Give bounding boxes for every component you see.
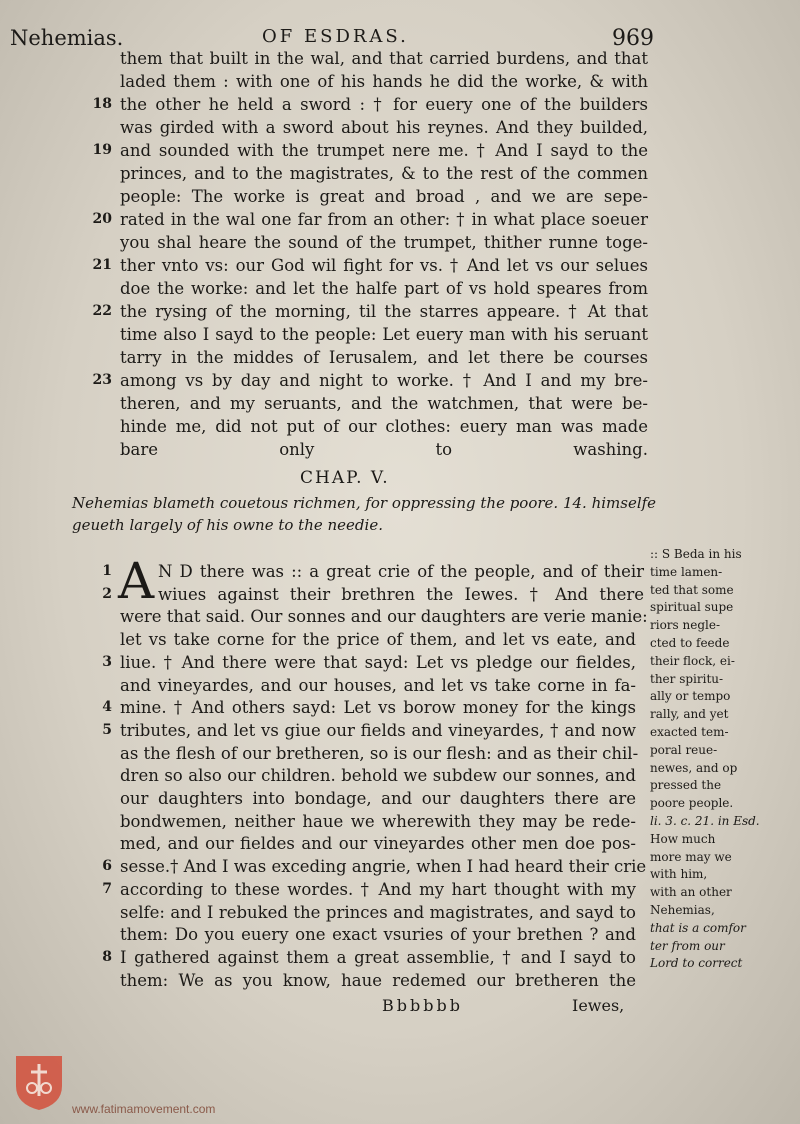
running-title-mid: OF ESDRAS. — [262, 26, 409, 47]
text-line: time also I sayd to the people: Let euery man with his seruant — [120, 325, 648, 344]
verse-number: 2 — [102, 585, 112, 602]
margin-note-line: rally, and yet — [650, 707, 729, 722]
verse-number: 20 — [92, 211, 112, 227]
margin-note-line: newes, and op — [650, 760, 738, 775]
text-line: people: The worke is great and broad , and we are sepe- — [120, 187, 648, 206]
text-line: sesse.† And I was exceding angrie, when I had heard their crie — [120, 857, 647, 877]
margin-note-line: time lamen- — [650, 564, 723, 579]
text-line: were that said. Our sonnes and our daughters are verie manie: — [120, 607, 648, 627]
margin-note-line: poore people. — [650, 796, 734, 811]
verse-number: 22 — [92, 303, 112, 319]
verse-number: 4 — [102, 699, 112, 716]
text-line: the other he held a sword : † for euery one of the builders — [120, 95, 648, 114]
margin-note-line: Lord to correct — [650, 956, 743, 971]
margin-note-line: ther spiritu- — [650, 671, 724, 686]
text-line: and vineyardes, and our houses, and let vs take corne in fa- — [120, 675, 636, 695]
margin-note-line: with an other — [650, 885, 732, 900]
text-line: I gathered against them a great assemblie, † and I sayd to — [120, 947, 636, 967]
margin-note-line: ter from our — [650, 938, 725, 953]
verse-number: 6 — [102, 858, 112, 875]
margin-note-line: Nehemias, — [650, 903, 715, 917]
text-line: among vs by day and night to worke. † And I and my bre- — [120, 371, 648, 390]
text-line: them that built in the wal, and that carried burdens, and that — [120, 49, 648, 68]
text-line: you shal heare the sound of the trumpet, thither runne toge- — [120, 233, 648, 252]
text-line: bare only to washing. — [120, 440, 648, 459]
text-line: as the flesh of our bretheren, so is our flesh: and as their chil- — [120, 743, 639, 763]
text-line: tarry in the middes of Ierusalem, and let there be courses — [120, 348, 648, 367]
margin-note-line: pressed the — [650, 778, 722, 793]
text-line: liue. † And there were that sayd: Let vs pledge our fieldes, — [120, 652, 636, 672]
margin-note-line: more may we — [650, 849, 732, 864]
verse-number: 21 — [92, 257, 112, 273]
verse-number: 18 — [92, 96, 112, 112]
text-line: according to these wordes. † And my hart thought with my — [120, 879, 636, 899]
text-line: let vs take corne for the price of them, and let vs eate, and — [120, 630, 636, 650]
chapter-argument-line: geueth largely of his owne to the needie. — [72, 516, 383, 534]
text-line: mine. † And others sayd: Let vs borow money for the kings — [120, 698, 636, 718]
text-line: N D there was :: a great crie of the people, and of their — [158, 562, 644, 581]
margin-note-line: exacted tem- — [650, 725, 729, 739]
running-title-left: Nehemias. — [10, 26, 124, 50]
text-line: dren so also our children. behold we subdew our sonnes, and — [120, 766, 636, 786]
chapter-heading: CHAP. V. — [300, 468, 390, 488]
text-line: theren, and my seruants, and the watchmen, that were be- — [120, 394, 648, 413]
margin-note-line: their flock, ei- — [650, 653, 735, 668]
drop-cap: A — [118, 552, 155, 610]
verse-number: 23 — [92, 372, 112, 388]
text-line: wiues against their brethren the Iewes. † And there — [158, 584, 644, 604]
text-line: and sounded with the trumpet nere me. † And I sayd to the — [120, 141, 648, 160]
margin-note-line: with him, — [650, 867, 708, 882]
text-line: selfe: and I rebuked the princes and magistrates, and sayd to — [120, 902, 636, 922]
text-line: doe the worke: and let the halfe part of vs hold speares from — [120, 279, 648, 298]
text-line: hinde me, did not put of our clothes: euery man was made — [120, 417, 648, 436]
text-line: the rysing of the morning, til the starres appeare. † At that — [120, 302, 648, 321]
chapter-argument-line: Nehemias blameth couetous richmen, for oppressing the poore. 14. himselfe — [72, 494, 657, 512]
margin-note-line: How much — [650, 831, 716, 846]
page-number: 969 — [612, 26, 654, 51]
catchword: Iewes, — [572, 996, 625, 1015]
verse-number: 3 — [102, 653, 112, 670]
text-line: med, and our fieldes and our vineyardes other men doe pos- — [120, 834, 636, 854]
text-line: laded them : with one of his hands he did the worke, & with — [120, 72, 648, 91]
text-line: rated in the wal one far from an other: † in what place soeuer — [120, 210, 648, 229]
text-line: ther vnto vs: our God wil fight for vs. † And let vs our selues — [120, 256, 648, 275]
verse-number: 19 — [92, 142, 112, 158]
text-line: tributes, and let vs giue our fields and vineyardes, † and now — [120, 720, 636, 740]
margin-note-line: ally or tempo — [650, 689, 731, 704]
margin-note-line: ted that some — [650, 582, 734, 597]
verse-number: 5 — [102, 721, 112, 738]
text-line: our daughters into bondage, and our daughters there are — [120, 789, 636, 808]
verse-number: 8 — [102, 948, 112, 965]
margin-note-line: that is a comfor — [650, 920, 746, 935]
signature-mark: Bbbbbb — [382, 996, 463, 1015]
margin-note-line: riors negle- — [650, 618, 721, 633]
margin-note-line: li. 3. c. 21. in Esd. — [650, 814, 760, 828]
text-line: them: We as you know, haue redemed our bretheren the — [120, 970, 636, 990]
seal-logo-icon — [12, 1052, 66, 1112]
margin-note-line: spiritual supe — [650, 600, 734, 615]
margin-note-line: cted to feede — [650, 636, 730, 650]
watermark-url: www.fatimamovement.com — [72, 1102, 216, 1116]
text-line: princes, and to the magistrates, & to the rest of the commen — [120, 164, 648, 183]
margin-note-line: poral reue- — [650, 742, 718, 757]
text-line: was girded with a sword about his reynes. And they builded, — [120, 118, 648, 137]
text-line: them: Do you euery one exact vsuries of your brethen ? and — [120, 925, 636, 945]
verse-number: 1 — [102, 563, 112, 579]
verse-number: 7 — [102, 880, 112, 897]
text-line: bondwemen, neither haue we wherewith they may be rede- — [120, 811, 636, 831]
margin-note-line: :: S Beda in his — [650, 547, 742, 561]
